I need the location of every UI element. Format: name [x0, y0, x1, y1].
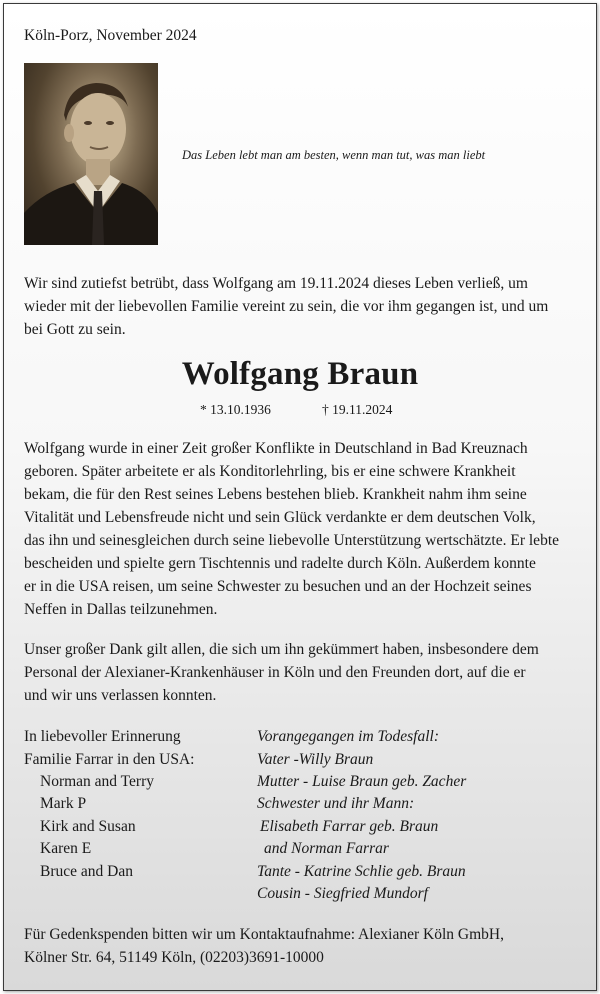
family-heading: Familie Farrar in den USA: — [24, 751, 195, 768]
thanks-line: Unser großer Dank gilt allen, die sich um ihn gekümmert haben, insbesondere dem — [24, 641, 539, 658]
biography-line: das ihn und seinesgleichen durch seine liebevolle Unterstützung wertschätzte. Er lebte — [24, 532, 559, 549]
biography-line: er in die USA reisen, um seine Schwester zu besuchen und an der Hochzeit seines — [24, 578, 532, 595]
death-date: † 19.11.2024 — [322, 402, 393, 417]
place-date: Köln-Porz, November 2024 — [24, 27, 197, 44]
family-heading: In liebevoller Erinnerung — [24, 728, 181, 745]
intro-line: Wir sind zutiefst betrübt, dass Wolfgang am 19.11.2024 dieses Leben verließ, um — [24, 275, 528, 292]
donation-line: Für Gedenkspenden bitten wir um Kontaktaufnahme: Alexianer Köln GmbH, — [24, 926, 504, 943]
predeceased-member: Vater -Willy Braun — [257, 751, 374, 768]
portrait-photo — [24, 63, 158, 245]
family-member: Bruce and Dan — [40, 863, 133, 880]
predeceased-heading: Vorangegangen im Todesfall: — [257, 728, 439, 745]
biography-line: bekam, die für den Rest seines Lebens bestehen blieb. Krankheit nahm ihm seine — [24, 486, 527, 503]
thanks-line: und wir uns verlassen konnten. — [24, 687, 217, 704]
deceased-name: Wolfgang Braun — [181, 356, 419, 392]
predeceased-member: Elisabeth Farrar geb. Braun — [260, 818, 439, 835]
biography-line: Vitalität und Lebensfreude nicht und sein Glück verdankte er dem deutschen Volk, — [24, 509, 536, 526]
family-member: Norman and Terry — [40, 773, 154, 790]
predeceased-member: Schwester und ihr Mann: — [257, 795, 415, 812]
biography-line: geboren. Später arbeitete er als Konditorlehrling, bis er eine schwere Krankheit — [24, 463, 516, 480]
quote: Das Leben lebt man am besten, wenn man tut, was man liebt — [182, 148, 486, 162]
family-member: Kirk and Susan — [40, 818, 136, 835]
intro-line: bei Gott zu sein. — [24, 321, 126, 338]
portrait-illustration — [24, 63, 158, 245]
intro-line: wieder mit der liebevollen Familie vereint zu sein, die vor ihm gegangen ist, und um — [24, 298, 549, 315]
predeceased-member: and Norman Farrar — [264, 840, 389, 857]
biography-line: Wolfgang wurde in einer Zeit großer Konflikte in Deutschland in Bad Kreuznach — [24, 440, 528, 457]
donation-line: Kölner Str. 64, 51149 Köln, (02203)3691-10000 — [24, 949, 324, 966]
predeceased-member: Mutter - Luise Braun geb. Zacher — [257, 773, 467, 790]
predeceased-member: Cousin - Siegfried Mundorf — [257, 885, 428, 902]
birth-date: * 13.10.1936 — [200, 402, 271, 417]
biography-line: bescheiden und spielte gern Tischtennis und radelte durch Köln. Außerdem konnte — [24, 555, 536, 572]
biography-line: Neffen in Dallas teilzunehmen. — [24, 601, 218, 618]
family-member: Karen E — [40, 840, 92, 857]
thanks-line: Personal der Alexianer-Krankenhäuser in Köln und den Freunden dort, auf die er — [24, 664, 526, 681]
predeceased-member: Tante - Katrine Schlie geb. Braun — [257, 863, 466, 880]
family-member: Mark P — [40, 795, 87, 812]
